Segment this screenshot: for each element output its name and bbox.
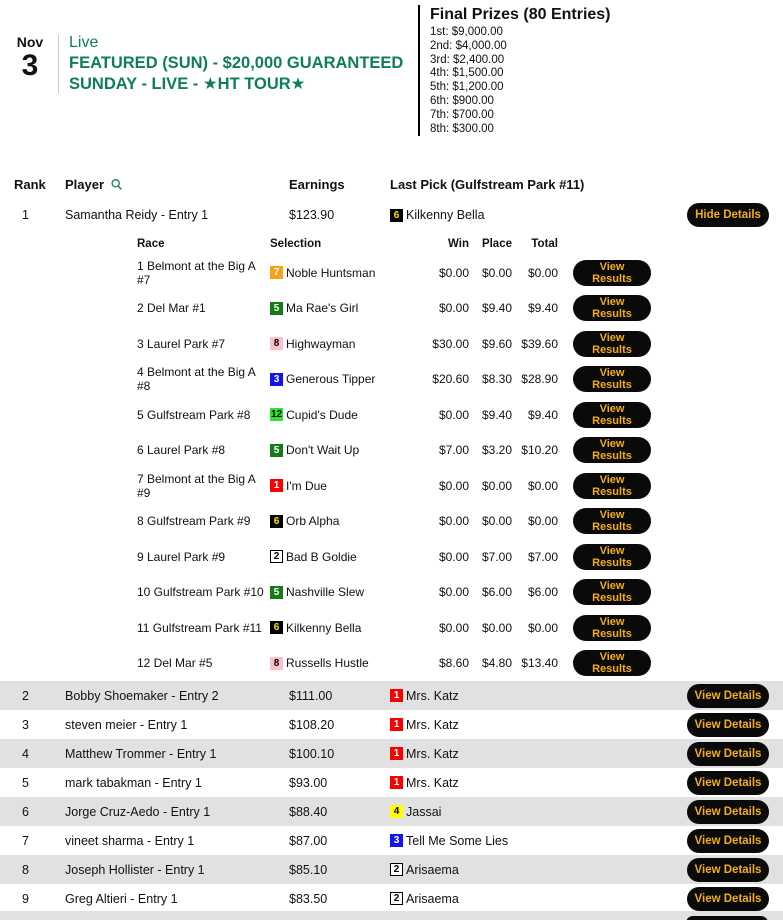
total-value: $0.00 (527, 620, 558, 635)
race-name: 6 Laurel Park #8 (137, 443, 226, 458)
selection-horse-name: I'm Due (286, 478, 327, 493)
total-value: $6.00 (527, 585, 558, 600)
view-results-button[interactable]: View Results (573, 544, 651, 570)
earnings-value: $83.50 (289, 891, 328, 906)
detail-row (137, 326, 769, 362)
rank-value: 7 (22, 833, 29, 848)
details-rows (137, 255, 769, 681)
win-value: $0.00 (438, 478, 469, 493)
prize-item: 4th: $1,500.00 (430, 67, 504, 80)
view-details-button[interactable]: View Details (687, 713, 769, 737)
table-row (0, 768, 783, 797)
win-value: $0.00 (438, 549, 469, 564)
player-name: vineet sharma - Entry 1 (65, 833, 195, 848)
place-value: $4.80 (481, 656, 512, 671)
pick-horse-name: Arisaema (406, 891, 459, 906)
column-header-selection: Selection (270, 237, 322, 250)
place-value: $0.00 (481, 478, 512, 493)
view-details-button[interactable]: View Details (687, 771, 769, 795)
view-details-button[interactable]: View Details (687, 684, 769, 708)
place-value: $0.00 (481, 620, 512, 635)
total-value: $9.40 (527, 407, 558, 422)
race-name: 2 Del Mar #1 (137, 301, 206, 316)
detail-row (137, 255, 769, 291)
view-results-button[interactable]: View Results (573, 402, 651, 428)
event-title-line2: SUNDAY - LIVE - ★HT TOUR★ (69, 75, 306, 93)
saddle-cloth-badge: 2 (270, 550, 283, 563)
place-value: $9.40 (481, 301, 512, 316)
saddle-cloth-badge: 12 (271, 409, 283, 421)
place-value: $6.00 (481, 585, 512, 600)
prize-item: 5th: $1,200.00 (430, 81, 504, 94)
detail-row (137, 291, 769, 327)
player-name: steven meier - Entry 1 (65, 717, 188, 732)
pick-horse-name: Mrs. Katz (406, 717, 459, 732)
race-name: 4 Belmont at the Big A #8 (137, 365, 256, 394)
table-row (0, 198, 783, 232)
details-header (137, 232, 769, 255)
event-info (69, 33, 403, 95)
saddle-cloth-badge: 1 (390, 747, 403, 760)
total-value: $0.00 (527, 265, 558, 280)
saddle-cloth-badge: 5 (270, 444, 283, 457)
rank-value: 2 (22, 688, 29, 703)
view-results-button[interactable]: View Results (573, 508, 651, 534)
table-row (0, 797, 783, 826)
saddle-cloth-badge: 1 (390, 776, 403, 789)
player-name: Greg Altieri - Entry 1 (65, 891, 178, 906)
rank-value: 8 (22, 862, 29, 877)
total-value: $7.00 (527, 549, 558, 564)
race-name: 5 Gulfstream Park #8 (137, 407, 251, 422)
selection-horse-name: Nashville Slew (286, 585, 365, 600)
win-value: $30.00 (432, 336, 469, 351)
place-value: $9.40 (481, 407, 512, 422)
view-results-button[interactable]: View Results (573, 295, 651, 321)
detail-row (137, 468, 769, 504)
table-row (0, 739, 783, 768)
selection-horse-name: Noble Huntsman (286, 265, 376, 280)
prize-item: 3rd: $2,400.00 (430, 53, 505, 66)
pick-horse-name: Kilkenny Bella (406, 208, 485, 222)
saddle-cloth-badge: 7 (270, 266, 283, 279)
selection-horse-name: Generous Tipper (286, 372, 376, 387)
race-name: 1 Belmont at the Big A #7 (137, 258, 256, 287)
selection-horse-name: Ma Rae's Girl (286, 301, 359, 316)
player-name: Jorge Cruz-Aedo - Entry 1 (65, 804, 211, 819)
selection-horse-name: Cupid's Dude (286, 407, 358, 422)
selection-horse-name: Bad B Goldie (286, 549, 357, 564)
view-results-button[interactable]: View Results (573, 437, 651, 463)
win-value: $0.00 (438, 301, 469, 316)
place-value: $8.30 (481, 372, 512, 387)
prize-item: 2nd: $4,000.00 (430, 39, 507, 52)
view-results-button[interactable]: View Results (573, 579, 651, 605)
saddle-cloth-badge: 5 (270, 586, 283, 599)
earnings-value: $100.10 (289, 746, 335, 761)
table-row (0, 826, 783, 855)
column-header-rank: Rank (14, 176, 46, 192)
final-prizes-title: Final Prizes (80 Entries) (430, 6, 611, 23)
total-value: $13.40 (521, 656, 558, 671)
saddle-cloth-badge: 2 (390, 892, 403, 905)
selection-horse-name: Highwayman (286, 336, 356, 351)
event-header (10, 33, 403, 95)
earnings-value: $93.00 (289, 775, 328, 790)
partial-next-row (0, 911, 783, 920)
column-header-player: Player (65, 176, 105, 192)
place-value: $0.00 (481, 514, 512, 529)
place-value: $0.00 (481, 265, 512, 280)
win-value: $0.00 (438, 620, 469, 635)
vertical-divider (58, 35, 59, 93)
race-name: 8 Gulfstream Park #9 (137, 514, 251, 529)
rank-value: 4 (22, 746, 29, 761)
detail-row (137, 539, 769, 575)
saddle-cloth-badge: 1 (270, 479, 283, 492)
saddle-cloth-badge: 8 (270, 657, 283, 670)
view-details-button[interactable]: View Details (687, 829, 769, 853)
view-results-button[interactable]: View Results (573, 331, 651, 357)
detail-row (137, 504, 769, 540)
detail-row (137, 646, 769, 682)
column-header-earnings: Earnings (289, 176, 345, 192)
total-value: $39.60 (521, 336, 558, 351)
pick-horse-name: Jassai (406, 804, 442, 819)
column-header-last-pick: Last Pick (Gulfstream Park #11) (390, 176, 585, 192)
saddle-cloth-badge: 6 (390, 209, 403, 222)
selection-horse-name: Don't Wait Up (286, 443, 360, 458)
place-value: $3.20 (481, 443, 512, 458)
win-value: $0.00 (438, 407, 469, 422)
saddle-cloth-badge: 1 (390, 689, 403, 702)
earnings-value: $85.10 (289, 862, 328, 877)
final-prizes-panel (418, 5, 760, 136)
win-value: $0.00 (438, 585, 469, 600)
pick-horse-name: Mrs. Katz (406, 775, 459, 790)
race-name: 10 Gulfstream Park #10 (137, 585, 264, 600)
prize-item: 6th: $900.00 (430, 94, 494, 107)
leaderboard-header (0, 170, 783, 198)
saddle-cloth-badge: 4 (390, 805, 403, 818)
column-header-win: Win (448, 237, 469, 250)
view-details-button[interactable]: View Details (687, 887, 769, 911)
total-value: $0.00 (527, 514, 558, 529)
entry-details-table (0, 232, 783, 681)
event-status-live: Live (69, 34, 99, 51)
saddle-cloth-badge: 2 (390, 863, 403, 876)
selection-horse-name: Kilkenny Bella (286, 620, 362, 635)
table-row (0, 710, 783, 739)
rank-value: 5 (22, 775, 29, 790)
earnings-value: $108.20 (289, 717, 335, 732)
win-value: $20.60 (432, 372, 469, 387)
total-value: $0.00 (527, 478, 558, 493)
saddle-cloth-badge: 3 (390, 834, 403, 847)
prize-list (430, 26, 760, 136)
prize-item: 7th: $700.00 (430, 108, 494, 121)
rank-value: 9 (22, 891, 29, 906)
player-name: Bobby Shoemaker - Entry 2 (65, 688, 219, 703)
detail-row (137, 362, 769, 398)
detail-row (137, 397, 769, 433)
rank-value: 6 (22, 804, 29, 819)
race-name: 3 Laurel Park #7 (137, 336, 226, 351)
pick-horse-name: Mrs. Katz (406, 746, 459, 761)
total-value: $10.20 (521, 443, 558, 458)
player-name: Joseph Hollister - Entry 1 (65, 862, 205, 877)
earnings-value: $87.00 (289, 833, 328, 848)
total-value: $9.40 (527, 301, 558, 316)
event-month: Nov (16, 34, 44, 50)
saddle-cloth-badge: 5 (270, 302, 283, 315)
player-name: mark tabakman - Entry 1 (65, 775, 202, 790)
view-results-button[interactable]: View Results (573, 260, 651, 286)
saddle-cloth-badge: 1 (390, 718, 403, 731)
win-value: $0.00 (438, 265, 469, 280)
race-name: 12 Del Mar #5 (137, 656, 213, 671)
race-name: 7 Belmont at the Big A #9 (137, 471, 256, 500)
table-row (0, 855, 783, 884)
detail-row (137, 575, 769, 611)
race-name: 9 Laurel Park #9 (137, 549, 226, 564)
view-details-button[interactable]: View Details (687, 800, 769, 824)
rank-value: 1 (22, 208, 29, 222)
event-date (10, 33, 50, 95)
view-details-button[interactable]: View Details (687, 858, 769, 882)
search-icon[interactable] (110, 178, 123, 191)
earnings-value: $88.40 (289, 804, 328, 819)
saddle-cloth-badge: 8 (270, 337, 283, 350)
prize-item: 8th: $300.00 (430, 122, 494, 135)
prize-item: 1st: $9,000.00 (430, 26, 503, 38)
win-value: $0.00 (438, 514, 469, 529)
total-value: $28.90 (521, 372, 558, 387)
view-results-button[interactable]: View Results (573, 615, 651, 641)
column-header-place: Place (481, 237, 512, 250)
table-row (0, 884, 783, 913)
win-value: $7.00 (438, 443, 469, 458)
selection-horse-name: Russells Hustle (286, 656, 369, 671)
earnings-value: $123.90 (289, 208, 335, 222)
win-value: $8.60 (438, 656, 469, 671)
leaderboard-rows (0, 681, 783, 913)
rank-value: 3 (22, 717, 29, 732)
player-name: Samantha Reidy - Entry 1 (65, 208, 209, 222)
earnings-value: $111.00 (289, 688, 333, 703)
race-name: 11 Gulfstream Park #11 (137, 620, 262, 635)
table-row (0, 681, 783, 710)
view-details-button[interactable]: View Details (687, 742, 769, 766)
leaderboard (0, 170, 783, 913)
view-results-button[interactable]: View Results (573, 473, 651, 499)
saddle-cloth-badge: 3 (270, 373, 283, 386)
pick-horse-name: Tell Me Some Lies (406, 833, 509, 848)
view-results-button[interactable]: View Results (573, 650, 651, 676)
hide-details-button[interactable]: Hide Details (687, 203, 769, 227)
detail-row (137, 610, 769, 646)
player-name: Matthew Trommer - Entry 1 (65, 746, 217, 761)
place-value: $7.00 (481, 549, 512, 564)
place-value: $9.60 (481, 336, 512, 351)
view-results-button[interactable]: View Results (573, 366, 651, 392)
detail-row (137, 433, 769, 469)
column-header-race: Race (137, 237, 165, 250)
pick-horse-name: Mrs. Katz (406, 688, 459, 703)
saddle-cloth-badge: 6 (270, 515, 283, 528)
selection-horse-name: Orb Alpha (286, 514, 340, 529)
column-header-total: Total (531, 237, 558, 250)
pick-horse-name: Arisaema (406, 862, 459, 877)
view-details-button-partial[interactable] (686, 916, 768, 920)
event-day: 3 (21, 49, 39, 82)
event-title-line1: FEATURED (SUN) - $20,000 GUARANTEED (69, 54, 404, 72)
saddle-cloth-badge: 6 (270, 621, 283, 634)
